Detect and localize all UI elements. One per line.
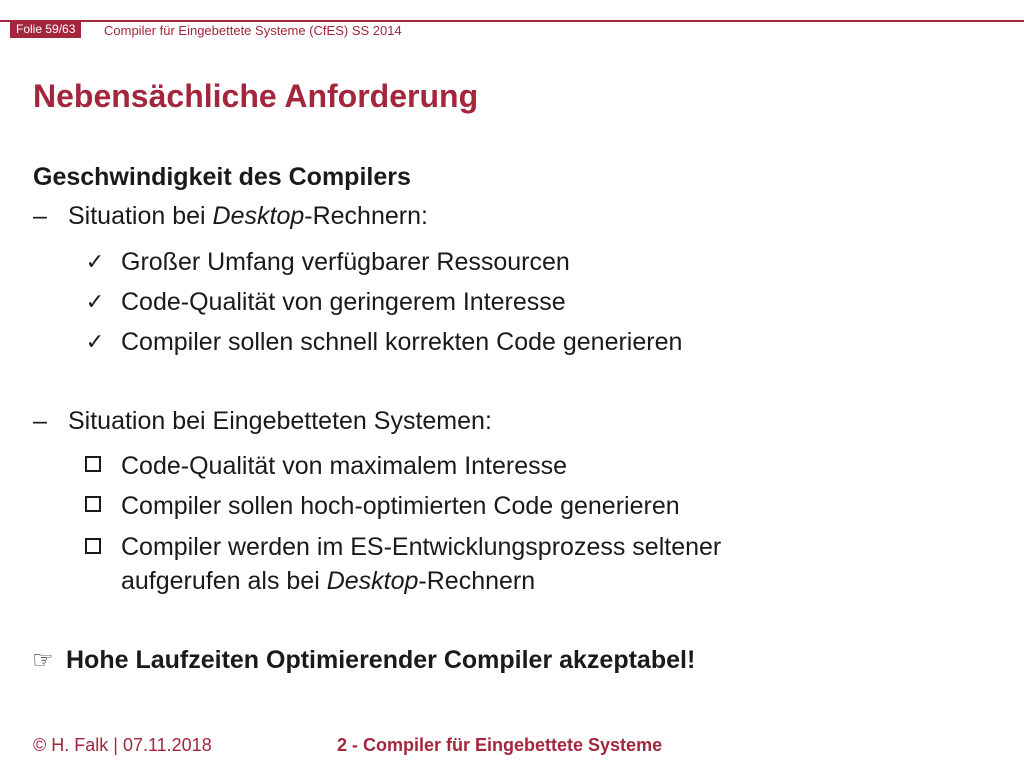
course-title: Compiler für Eingebettete Systeme (CfES) SS 2014 (104, 23, 402, 38)
list-item: Großer Umfang verfügbarer Ressourcen (121, 248, 570, 276)
list-item: Compiler werden im ES-Entwicklungsprozess seltener (121, 533, 722, 561)
checkmark-icon: ✓ (85, 329, 105, 354)
dash-bullet: – (33, 407, 47, 435)
checkbox-square-icon (85, 496, 101, 512)
section-heading: Geschwindigkeit des Compilers (33, 163, 411, 191)
footer-chapter: 2 - Compiler für Eingebettete Systeme (337, 735, 663, 755)
checkmark-icon: ✓ (85, 289, 105, 314)
conclusion-text: Hohe Laufzeiten Optimierender Compiler akzeptabel! (66, 646, 696, 674)
slide-title: Nebensächliche Anforderung (33, 78, 479, 114)
desktop-situation-label: Situation bei Desktop-Rechnern: (68, 202, 428, 230)
checkbox-square-icon (85, 538, 101, 554)
footer-author-date: © H. Falk | 07.11.2018 (33, 735, 212, 755)
slide-number-badge: Folie 59/63 (10, 20, 81, 38)
header-rule (0, 20, 1024, 22)
pointing-hand-icon: ☞ (32, 647, 54, 674)
list-item: Compiler sollen hoch-optimierten Code generieren (121, 492, 680, 520)
dash-bullet: – (33, 202, 47, 230)
checkmark-icon: ✓ (85, 249, 105, 274)
embedded-situation-label: Situation bei Eingebetteten Systemen: (68, 407, 492, 435)
list-item: Code-Qualität von geringerem Interesse (121, 288, 566, 316)
list-item: Compiler sollen schnell korrekten Code generieren (121, 328, 683, 356)
list-item-continuation: aufgerufen als bei Desktop-Rechnern (121, 567, 536, 595)
list-item: Code-Qualität von maximalem Interesse (121, 452, 568, 480)
checkbox-square-icon (85, 456, 101, 472)
